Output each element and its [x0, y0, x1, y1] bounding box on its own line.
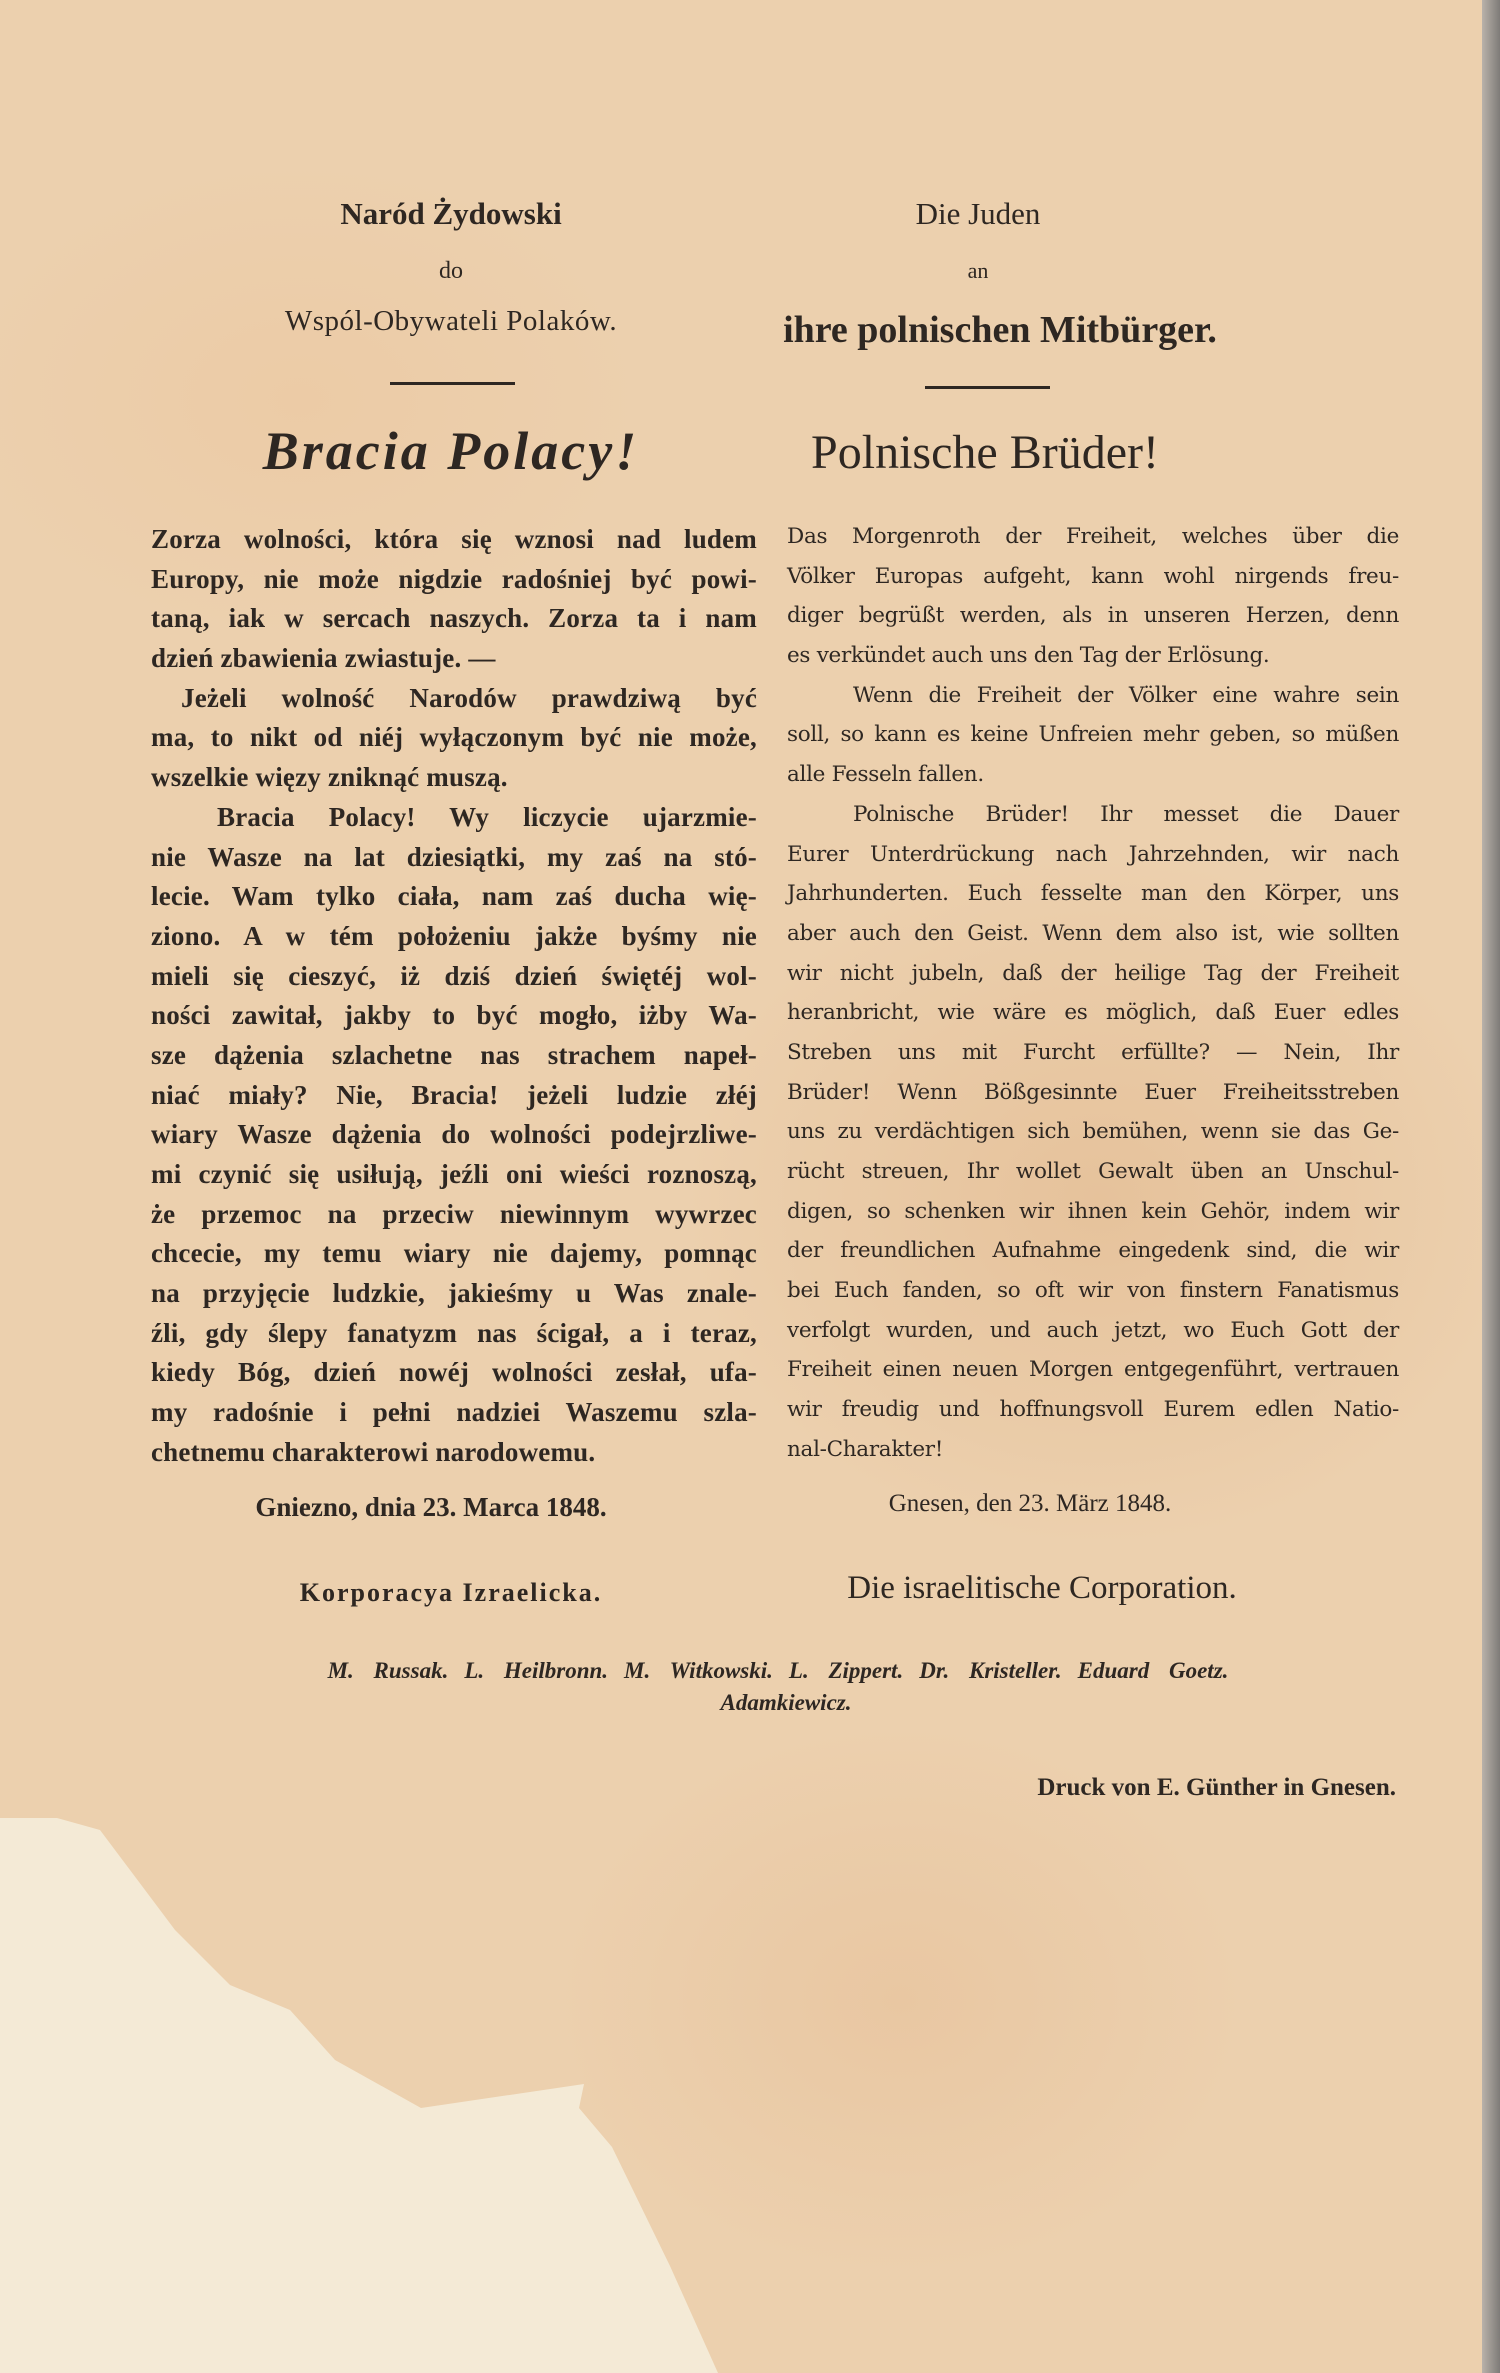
text-line: mi czynić się usiłują, jeźli oni wieści roznoszą, — [151, 1159, 757, 1189]
text-line: wszelkie więzy zniknąć muszą. — [151, 762, 508, 793]
text-line: Bracia Polacy! Wy liczycie ujarzmie- — [217, 801, 757, 832]
signature-name: M. Witkowski. — [624, 1658, 773, 1683]
german-addressee: ihre polnischen Mitbürger. — [783, 309, 1217, 351]
divider-rule — [925, 386, 1050, 389]
text-line: Jeżeli wolność Narodów prawdziwą być — [181, 682, 757, 713]
text-line: chetnemu charakterowi narodowemu. — [151, 1436, 596, 1467]
text-line: chcecie, my temu wiary nie dajemy, pomnąc — [151, 1238, 757, 1269]
signature-name: M. Russak. — [327, 1658, 449, 1683]
text-line: soll, so kann es keine Unfreien mehr geben, so müßen — [787, 722, 1399, 748]
text-line: na przyjęcie ludzkie, jakieśmy u Was znale- — [151, 1278, 757, 1309]
text-line: Eurer Unterdrückung nach Jahrzehnden, wir nach — [787, 841, 1399, 867]
german-date: Gnesen, den 23. März 1848. — [888, 1490, 1172, 1517]
text-line: wir freudig und hoffnungsvoll Eurem edlen Natio- — [787, 1397, 1399, 1423]
german-title: Die Juden — [915, 196, 1041, 231]
signature-name: Dr. Kristeller. — [919, 1658, 1062, 1683]
polish-date: Gniezno, dnia 23. Marca 1848. — [255, 1492, 607, 1522]
text-line: niać miały? Nie, Bracia! jeżeli ludzie złéj — [151, 1079, 757, 1110]
text-line: aber auch den Geist. Wenn dem also ist, wie sollten — [787, 920, 1399, 946]
printer-imprint: Druck von E. Günther in Gnesen. — [1037, 1774, 1396, 1801]
text-line: uns zu verdächtigen sich bemühen, wenn sie das Ge- — [787, 1119, 1399, 1145]
text-line: Wenn die Freiheit der Völker eine wahre sein — [853, 682, 1399, 708]
text-line: heranbricht, wie wäre es möglich, daß Euer edles — [787, 1000, 1399, 1026]
polish-title: Naród Żydowski — [340, 196, 562, 231]
text-line: der freundlichen Aufnahme eingedenk sind, die wir — [787, 1238, 1399, 1264]
text-line: Streben uns mit Furcht erfüllte? — Nein, Ihr — [787, 1039, 1399, 1065]
polish-signatory: Korporacya Izraelicka. — [299, 1578, 603, 1607]
german-signatory: Die israelitische Corporation. — [847, 1570, 1237, 1606]
text-line: taną, iak w sercach naszych. Zorza ta i nam — [151, 603, 757, 634]
german-body — [787, 517, 1399, 1470]
text-line: dzień zbawienia zwiastuje. — — [151, 643, 496, 674]
german-to: an — [967, 258, 989, 283]
signatures-row — [328, 1658, 1245, 1684]
text-line: bei Euch fanden, so oft wir von finstern Fanatismus — [787, 1278, 1399, 1304]
text-line: Zorza wolności, która się wznosi nad ludem — [151, 524, 757, 554]
text-line: że przemoc na przeciw niewinnym wywrzec — [151, 1198, 757, 1229]
text-line: Völker Europas aufgeht, kann wohl nirgends freu- — [787, 563, 1399, 589]
text-line: ności zawitał, jakby to być mogło, iżby Wa- — [151, 1000, 757, 1031]
divider-rule — [390, 382, 515, 385]
signature-name: L. Heilbronn. — [464, 1658, 609, 1683]
text-line: wir nicht jubeln, daß der heilige Tag der Freiheit — [787, 960, 1399, 986]
text-line: Freiheit einen neuen Morgen entgegenführt, vertrauen — [787, 1357, 1399, 1383]
signature-name: L. Zippert. — [788, 1658, 904, 1683]
text-line: mieli się cieszyć, iż dziś dzień świętéj wol- — [151, 960, 757, 991]
text-line: rücht streuen, Ihr wollet Gewalt üben an Unschul- — [787, 1159, 1399, 1184]
text-line: Polnische Brüder! Ihr messet die Dauer — [853, 801, 1399, 827]
text-line: lecie. Wam tylko ciała, nam zaś ducha wię- — [151, 881, 757, 912]
text-line: ma, to nikt od niéj wyłączonym być nie może, — [151, 722, 757, 753]
text-line: verfolgt wurden, und auch jetzt, wo Euch Gott der — [787, 1317, 1399, 1343]
text-line: diger begrüßt werden, als in unseren Herzen, denn — [787, 603, 1399, 629]
text-line: sze dążenia szlachetne nas strachem napeł- — [151, 1039, 757, 1070]
text-line: Jahrhunderten. Euch fesselte man den Körper, uns — [787, 881, 1399, 907]
text-line: nie Wasze na lat dziesiątki, my zaś na stó- — [151, 841, 757, 872]
polish-salutation: Bracia Polacy! — [262, 421, 640, 481]
text-line: ziono. A w tém położeniu jakże byśmy nie — [151, 920, 757, 951]
text-line: digen, so schenken wir ihnen kein Gehör, indem wir — [787, 1198, 1399, 1224]
text-line: es verkündet auch uns den Tag der Erlösung. — [787, 643, 1270, 669]
text-line: Brüder! Wenn Bößgesinnte Euer Freiheitsstreben — [787, 1079, 1399, 1105]
scan-edge — [1482, 0, 1500, 2373]
text-line: wiary Wasze dążenia do wolności podejrzliwe- — [151, 1119, 757, 1150]
signature-adamkiewicz: Adamkiewicz. — [720, 1690, 852, 1715]
text-line: Das Morgenroth der Freiheit, welches über die — [787, 524, 1399, 549]
text-line: alle Fesseln fallen. — [787, 762, 984, 788]
polish-to: do — [439, 258, 463, 284]
text-line: nal-Charakter! — [787, 1436, 944, 1462]
text-line: Europy, nie może nigdzie radośniej być powi- — [151, 563, 757, 594]
text-line: źli, gdy ślepy fanatyzm nas ścigał, a i teraz, — [151, 1317, 757, 1348]
text-line: my radośnie i pełni nadziei Waszemu szla- — [151, 1397, 757, 1428]
german-salutation: Polnische Brüder! — [811, 426, 1159, 479]
polish-body — [151, 520, 757, 1473]
signature-name: Eduard Goetz. — [1077, 1658, 1229, 1683]
text-line: kiedy Bóg, dzień nowéj wolności zesłał, ufa- — [151, 1357, 757, 1388]
polish-addressee: Wspól-Obywateli Polaków. — [284, 305, 618, 337]
